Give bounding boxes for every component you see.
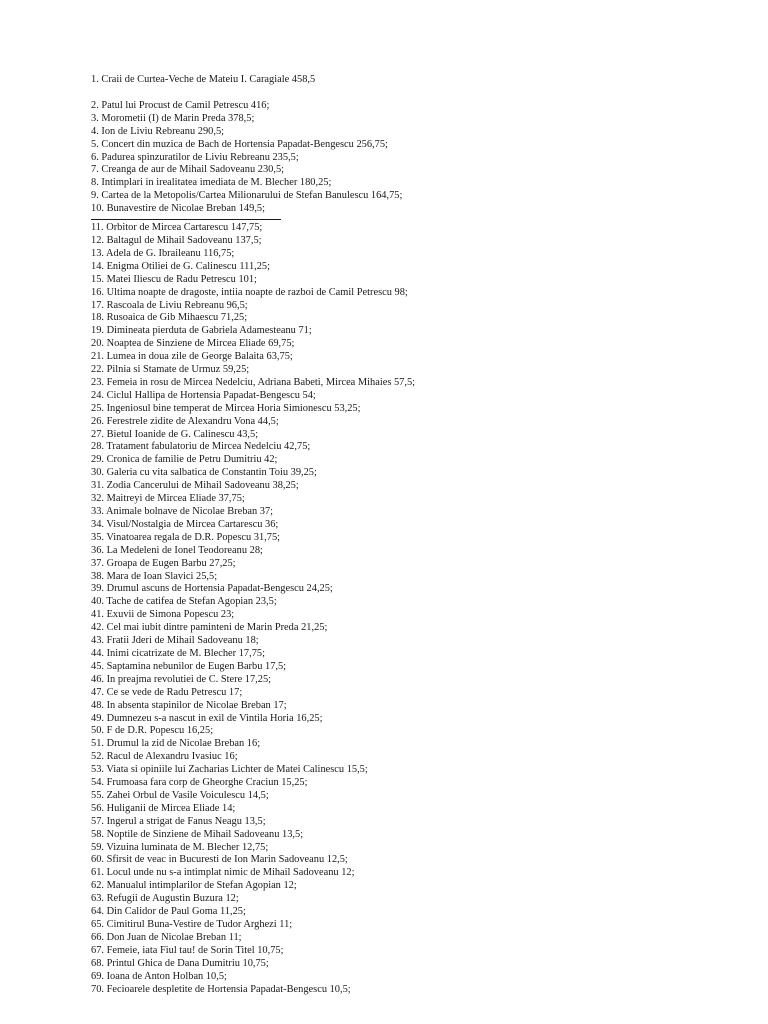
spacer [91,87,751,100]
list-item: 43. Fratii Jderi de Mihail Sadoveanu 18; [91,635,259,647]
list-item: 52. Racul de Alexandru Ivasiuc 16; [91,751,238,763]
list-item: 42. Cel mai iubit dintre paminteni de Marin Preda 21,25; [91,622,328,634]
list-item: 8. Intimplari in irealitatea imediata de M. Blecher 180,25; [91,177,332,189]
list-item: 19. Dimineata pierduta de Gabriela Adamesteanu 71; [91,325,312,337]
list-item: 56. Huliganii de Mircea Eliade 14; [91,802,236,814]
list-item: 37. Groapa de Eugen Barbu 27,25; [91,557,236,569]
list-item: 34. Visul/Nostalgia de Mircea Cartarescu 36; [91,518,279,530]
novel-ranking-list [91,74,751,996]
list-item: 12. Baltagul de Mihail Sadoveanu 137,5; [91,234,262,246]
list-item: 59. Vizuina luminata de M. Blecher 12,75; [91,841,269,853]
list-item: 53. Viata si opiniile lui Zacharias Lichter de Matei Calinescu 15,5; [91,764,368,776]
list-item: 28. Tratament fabulatoriu de Mircea Nedelciu 42,75; [91,441,311,453]
list-item: 26. Ferestrele zidite de Alexandru Vona 44,5; [91,415,279,427]
list-item: 69. Ioana de Anton Holban 10,5; [91,970,227,982]
list-item-top: 1. Craii de Curtea-Veche de Mateiu I. Caragiale 458,5 [91,74,316,85]
list-item: 39. Drumul ascuns de Hortensia Papadat-Bengescu 24,25; [91,583,333,595]
list-item: 38. Mara de Ioan Slavici 25,5; [91,570,218,582]
list-item: 57. Ingerul a strigat de Fanus Neagu 13,5; [91,815,266,827]
list-item: 17. Rascoala de Liviu Rebreanu 96,5; [91,299,248,311]
list-item: 24. Ciclul Hallipa de Hortensia Papadat-Bengescu 54; [91,389,316,401]
list-item: 30. Galeria cu vita salbatica de Constantin Toiu 39,25; [91,467,317,479]
list-item: 65. Cimitirul Buna-Vestire de Tudor Arghezi 11; [91,919,293,930]
ranking-group-11-70 [91,222,751,996]
list-item: 7. Creanga de aur de Mihail Sadoveanu 230,5; [91,164,285,176]
list-item: 44. Inimi cicatrizate de M. Blecher 17,75; [91,647,265,659]
list-item: 9. Cartea de la Metopolis/Cartea Milionarului de Stefan Banulescu 164,75; [91,190,403,202]
list-item: 22. Pilnia si Stamate de Urmuz 59,25; [91,364,250,376]
list-item: 18. Rusoaica de Gib Mihaescu 71,25; [91,312,248,324]
list-item: 2. Patul lui Procust de Camil Petrescu 416; [91,99,270,111]
separator-rule [91,219,281,220]
list-item: 62. Manualul intimplarilor de Stefan Agopian 12; [91,880,297,892]
list-item: 20. Noaptea de Sinziene de Mircea Eliade 69,75; [91,338,295,350]
list-item: 49. Dumnezeu s-a nascut in exil de Vintila Horia 16,25; [91,712,323,724]
list-item: 60. Sfirsit de veac in Bucuresti de Ion Marin Sadoveanu 12,5; [91,854,348,866]
list-item: 4. Ion de Liviu Rebreanu 290,5; [91,125,225,137]
list-item: 45. Saptamina nebunilor de Eugen Barbu 17,5; [91,660,287,672]
list-item: 14. Enigma Otiliei de G. Calinescu 111,25; [91,260,271,272]
list-item: 3. Morometii (I) de Marin Preda 378,5; [91,112,255,124]
list-item: 21. Lumea in doua zile de George Balaita 63,75; [91,351,293,363]
list-item: 35. Vinatoarea regala de D.R. Popescu 31,75; [91,531,281,543]
list-item: 5. Concert din muzica de Bach de Hortensia Papadat-Bengescu 256,75; [91,138,388,150]
list-item: 64. Din Calidor de Paul Goma 11,25; [91,906,246,918]
list-item: 41. Exuvii de Simona Popescu 23; [91,609,235,621]
list-item: 55. Zahei Orbul de Vasile Voiculescu 14,5; [91,789,269,801]
list-item: 31. Zodia Cancerului de Mihail Sadoveanu 38,25; [91,480,299,492]
list-item: 13. Adela de G. Ibraileanu 116,75; [91,247,235,259]
list-item: 32. Maitreyi de Mircea Eliade 37,75; [91,493,245,505]
ranking-group-2-10 [91,100,751,216]
list-item: 16. Ultima noapte de dragoste, intiia noapte de razboi de Camil Petrescu 98; [91,286,408,298]
list-item: 68. Printul Ghica de Dana Dumitriu 10,75; [91,957,269,969]
list-item: 23. Femeia in rosu de Mircea Nedelciu, Adriana Babeti, Mircea Mihaies 57,5; [91,376,416,388]
list-item: 50. F de D.R. Popescu 16,25; [91,725,214,737]
list-item: 67. Femeie, iata Fiul tau! de Sorin Titel 10,75; [91,944,284,956]
list-item: 11. Orbitor de Mircea Cartarescu 147,75; [91,222,263,234]
list-item: 54. Frumoasa fara corp de Gheorghe Craciun 15,25; [91,777,308,789]
list-item: 66. Don Juan de Nicolae Breban 11; [91,931,242,943]
list-item: 36. La Medeleni de Ionel Teodoreanu 28; [91,544,263,556]
list-item: 40. Tache de catifea de Stefan Agopian 23,5; [91,596,277,608]
list-item: 46. In preajma revolutiei de C. Stere 17,25; [91,673,272,685]
list-item: 48. In absenta stapinilor de Nicolae Breban 17; [91,699,287,711]
list-item: 6. Padurea spinzuratilor de Liviu Rebreanu 235,5; [91,151,299,163]
list-item: 61. Locul unde nu s-a intimplat nimic de Mihail Sadoveanu 12; [91,867,355,879]
list-item: 15. Matei Iliescu de Radu Petrescu 101; [91,273,257,285]
list-item: 33. Animale bolnave de Nicolae Breban 37; [91,506,274,517]
list-item: 27. Bietul Ioanide de G. Calinescu 43,5; [91,428,259,440]
list-item: 58. Noptile de Sinziene de Mihail Sadoveanu 13,5; [91,828,304,840]
list-item: 63. Refugii de Augustin Buzura 12; [91,893,239,905]
list-item: 70. Fecioarele despletite de Hortensia Papadat-Bengescu 10,5; [91,983,351,995]
list-item: 47. Ce se vede de Radu Petrescu 17; [91,686,243,698]
list-item: 29. Cronica de familie de Petru Dumitriu 42; [91,454,278,466]
list-item: 25. Ingeniosul bine temperat de Mircea Horia Simionescu 53,25; [91,402,361,414]
list-item: 10. Bunavestire de Nicolae Breban 149,5; [91,203,265,215]
list-item: 51. Drumul la zid de Nicolae Breban 16; [91,738,261,750]
